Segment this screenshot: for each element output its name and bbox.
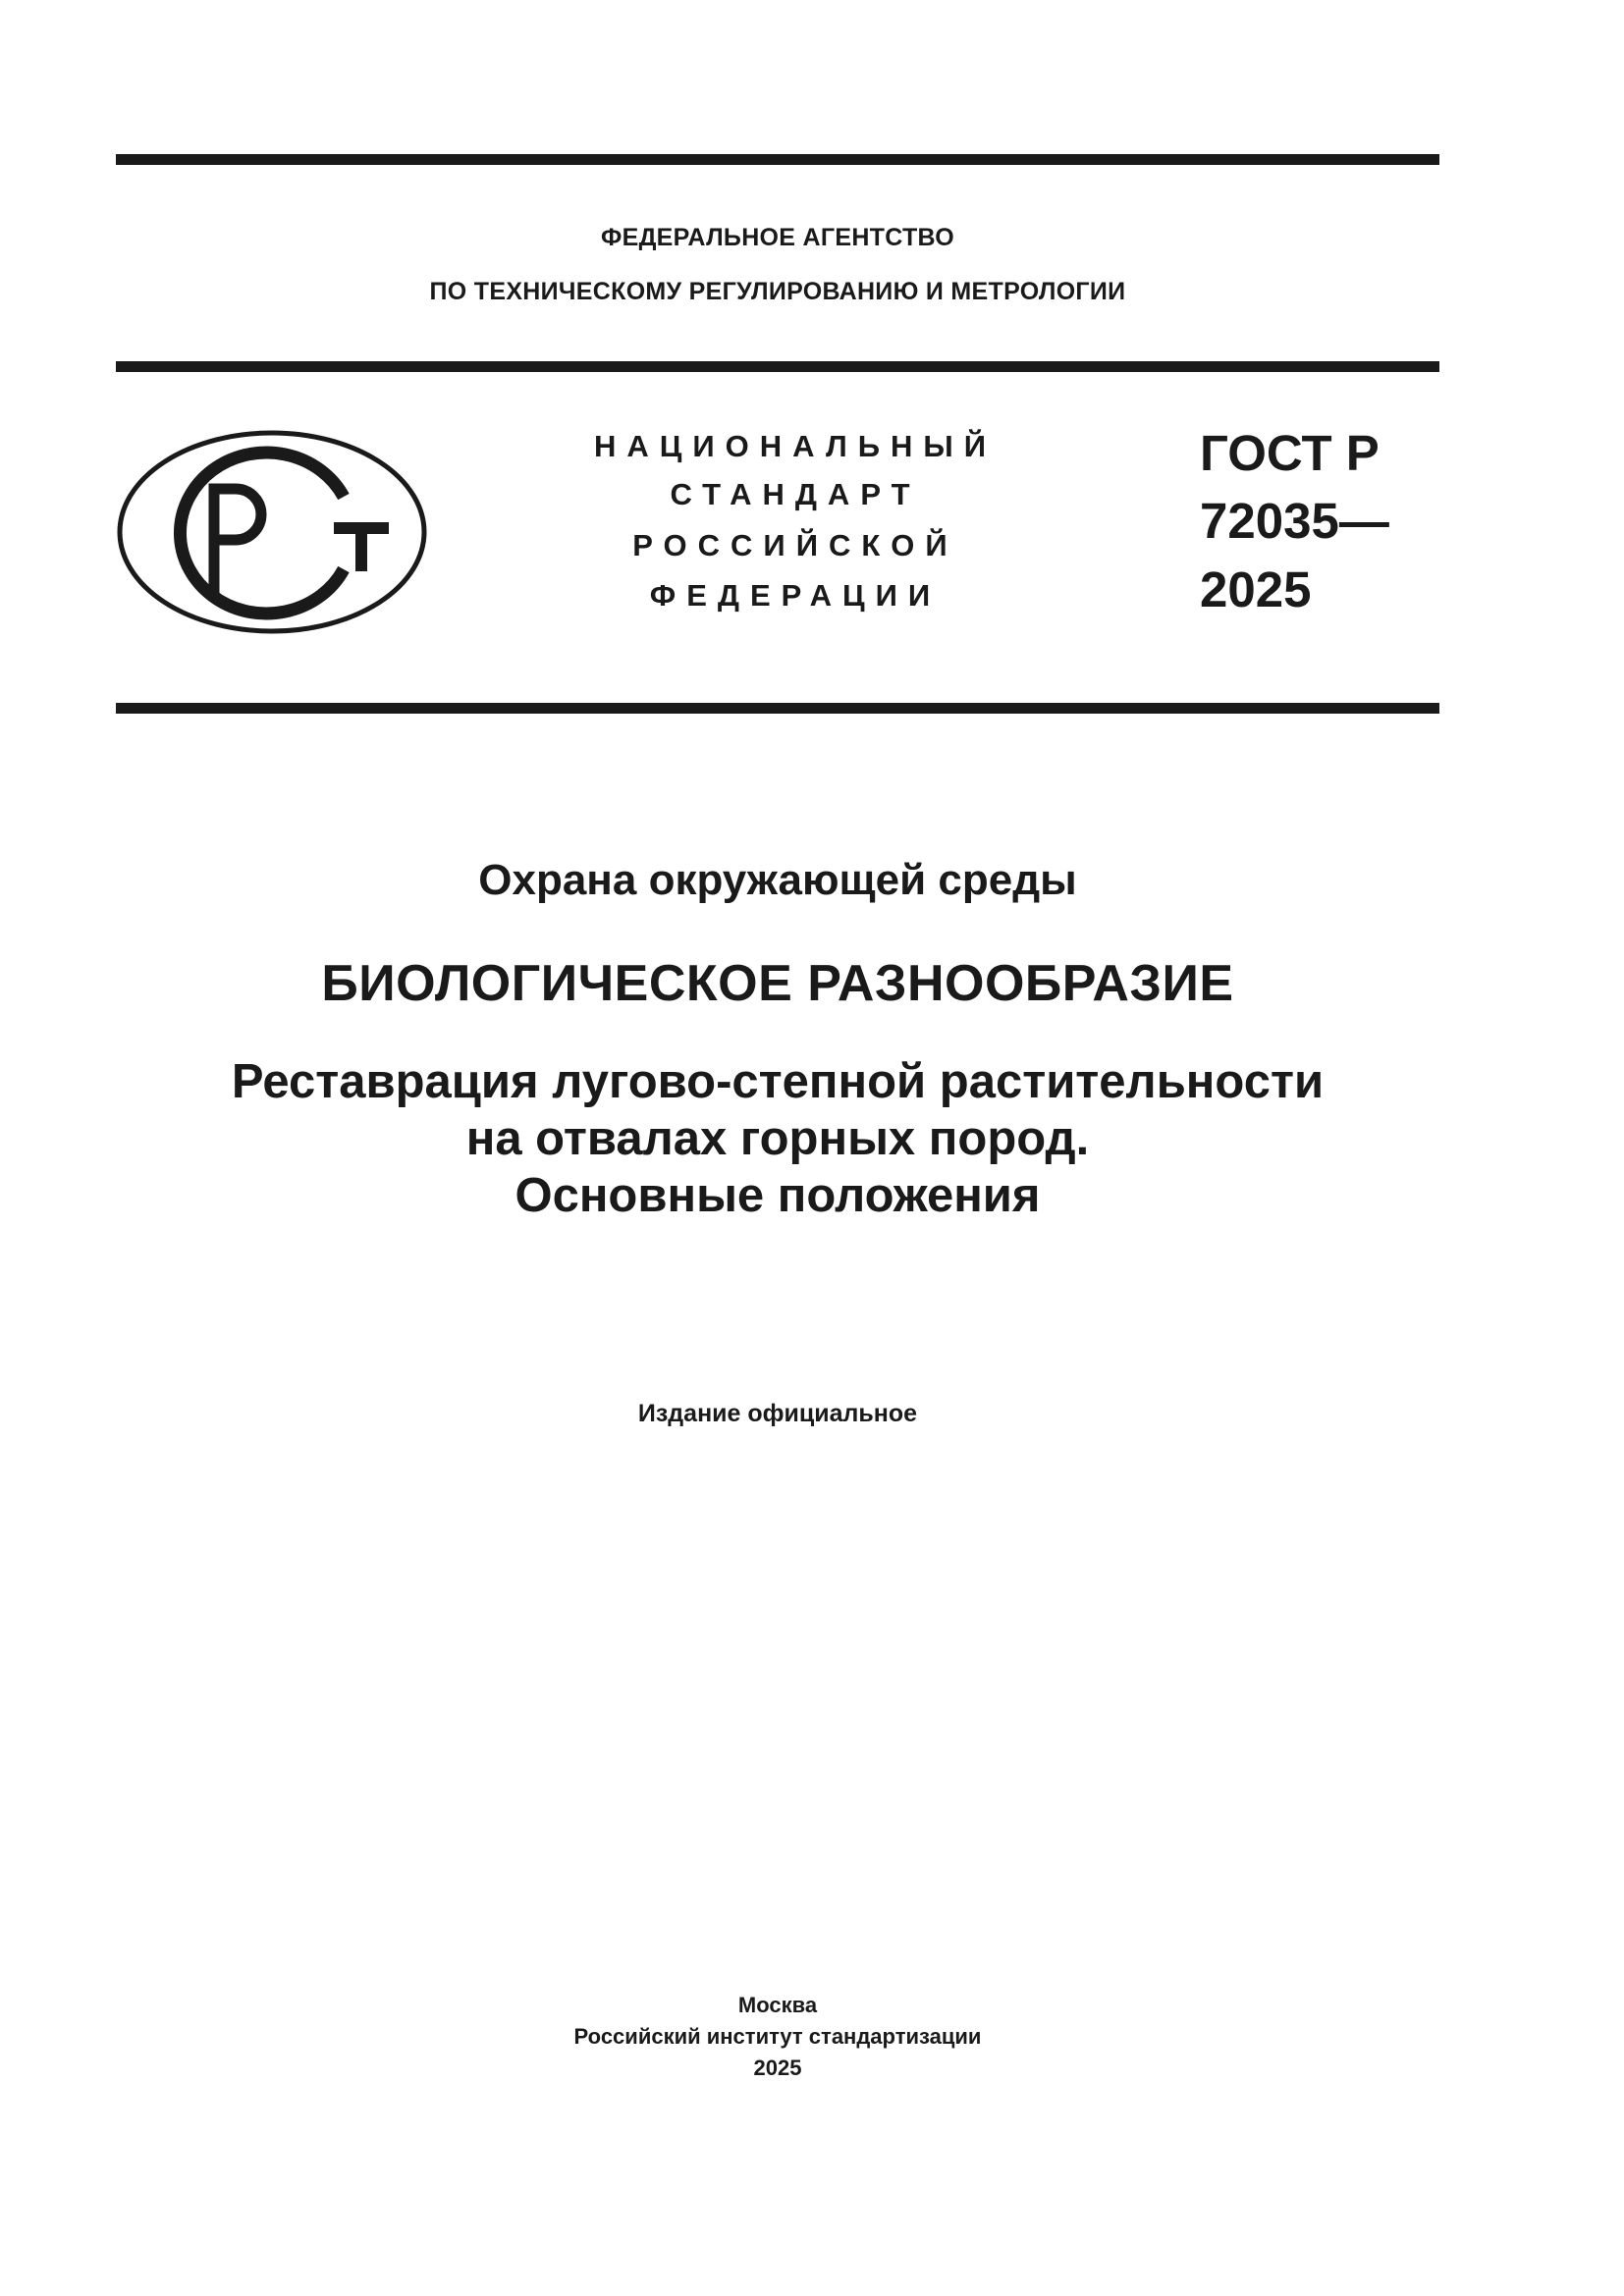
imprint-year: 2025 xyxy=(753,2056,802,2080)
header-divider xyxy=(116,361,1439,372)
national-standard-line: РОССИЙСКОЙ xyxy=(632,528,958,562)
standard-code-year: 2025 xyxy=(1200,561,1312,617)
top-divider xyxy=(116,154,1439,165)
header-bottom-divider xyxy=(116,703,1439,714)
standard-code-prefix: ГОСТ Р xyxy=(1200,425,1380,481)
imprint xyxy=(116,1990,1439,2084)
imprint-city: Москва xyxy=(737,1993,818,2017)
title-subtitle-line: Реставрация лугово-степной растительности xyxy=(231,1055,1325,1108)
title-subtitle-line: на отвалах горных пород. xyxy=(465,1112,1090,1165)
title-subtitle-line: Основные положения xyxy=(514,1169,1041,1222)
title-group: Охрана окружающей среды xyxy=(478,856,1077,904)
rst-certification-mark-icon xyxy=(116,428,428,636)
agency-name-line2: ПО ТЕХНИЧЕСКОМУ РЕГУЛИРОВАНИЮ И МЕТРОЛОГИИ xyxy=(429,278,1126,305)
national-standard-line: НАЦИОНАЛЬНЫЙ xyxy=(593,429,998,463)
national-standard-line: ФЕДЕРАЦИИ xyxy=(649,578,942,613)
edition-label: Издание официальное xyxy=(637,1400,918,1427)
standard-code-number: 72035— xyxy=(1200,493,1389,549)
imprint-publisher: Российский институт стандартизации xyxy=(573,2024,982,2049)
national-standard-line: СТАНДАРТ xyxy=(670,477,921,511)
agency-name-line1: ФЕДЕРАЛЬНОЕ АГЕНТСТВО xyxy=(600,224,955,251)
title-subtitle xyxy=(116,1053,1439,1224)
title-main: БИОЛОГИЧЕСКОЕ РАЗНООБРАЗИЕ xyxy=(321,955,1234,1012)
